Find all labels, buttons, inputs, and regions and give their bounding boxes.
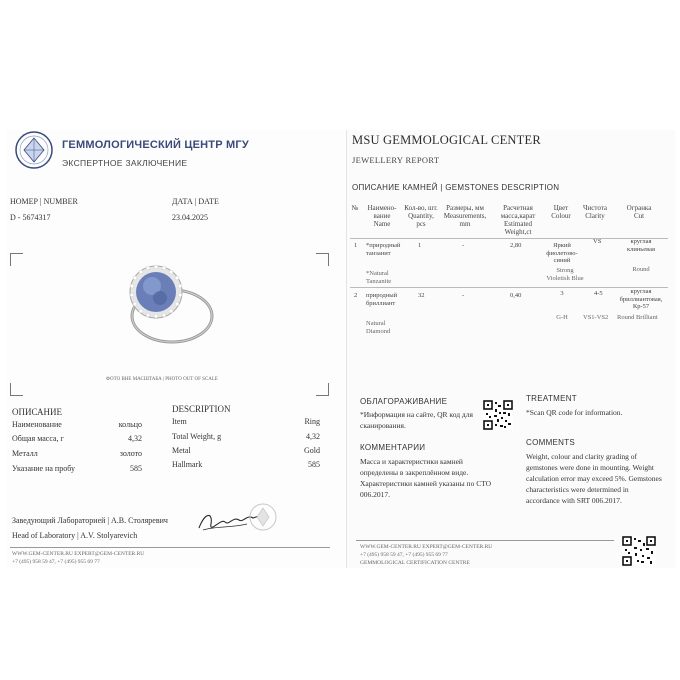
row-weight-en-value: 4,32 — [306, 432, 320, 441]
description-ru-heading: ОПИСАНИЕ — [12, 407, 63, 417]
date-label: ДАТА | DATE — [172, 197, 219, 206]
treatment-text: *Scan QR code for information. — [526, 408, 623, 417]
msu-gem-center-logo — [14, 130, 54, 170]
row-hallmark-en-value: 585 — [308, 460, 320, 469]
row-hallmark-ru-value: 585 — [130, 464, 142, 473]
qr-code-icon[interactable] — [483, 400, 513, 430]
report-type-en: JEWELLERY REPORT — [352, 155, 440, 165]
stone2-weight: 0,40 — [510, 292, 522, 299]
col-name-header: Наимено- вание Name — [367, 204, 397, 228]
stone2-cut-en: Round Brilliant — [617, 314, 658, 321]
treatment-heading: TREATMENT — [526, 394, 577, 403]
photo-frame-corner — [10, 253, 23, 266]
stone1-no: 1 — [354, 242, 358, 249]
head-of-lab-ru: Заведующий Лабораторией | А.В. Столяревич — [12, 516, 168, 525]
comments-en-heading: COMMENTS — [526, 438, 576, 447]
qr-code-icon[interactable] — [622, 536, 656, 566]
col-cut-header: Огранка Cut — [626, 204, 652, 220]
row-weight-ru-label: Общая масса, г — [12, 434, 64, 443]
footer-phone-left: +7 (495) 958 59 47, +7 (495) 955 69 77 — [12, 559, 100, 565]
stone1-measurements: - — [462, 242, 465, 249]
comments-ru-heading: КОММЕНТАРИИ — [360, 443, 426, 452]
stone2-no: 2 — [354, 292, 358, 299]
stone2-measurements: - — [462, 292, 465, 299]
row-weight-en-label: Total Weight, g — [172, 432, 222, 441]
col-clarity-header: Чистота Clarity — [582, 204, 608, 220]
footer-divider — [10, 547, 330, 548]
comments-en-text: Weight, colour and clarity grading of gemstones were done in mounting. Weight calculation error may exceed 5%. Gemstones characteristics were determined in accordance with SRT 006.2017. — [526, 452, 662, 505]
footer-centre-right: GEMMOLOGICAL CERTIFICATION CENTRE — [360, 560, 470, 565]
col-colour-header: Цвет Colour — [551, 204, 571, 220]
stone1-clarity-ru: VS — [593, 238, 602, 245]
stone1-cut-ru: круглая клиньевая — [626, 238, 656, 253]
stone1-colour-en: Strong Violetish Blue — [546, 267, 584, 282]
ring-photo — [120, 258, 220, 353]
col-no-header: № — [351, 204, 359, 212]
row-hallmark-ru-label: Указание на пробу — [12, 464, 75, 473]
row-weight-ru-value: 4,32 — [128, 434, 142, 443]
comments-ru-text: Масса и характеристики камней определены в закреплённом виде. Характеристики камней указаны по СТО 006.2017. — [360, 457, 492, 499]
date-value: 23.04.2025 — [172, 213, 208, 222]
number-label: НОМЕР | NUMBER — [10, 197, 78, 206]
stone1-name-en: *Natural Tanzanite — [366, 270, 392, 285]
stone2-clarity-en: VS1-VS2 — [583, 314, 609, 321]
row-item-en-label: Item — [172, 417, 187, 426]
number-value: D - 5674317 — [10, 213, 51, 222]
photo-frame-corner — [316, 383, 329, 396]
photo-frame-corner — [10, 383, 23, 396]
row-metal-en-value: Gold — [304, 446, 320, 455]
lab-name-en: MSU GEMMOLOGICAL CENTER — [352, 133, 541, 147]
stone1-qty: 1 — [418, 242, 422, 249]
ennoble-heading: ОБЛАГОРАЖИВАНИЕ — [360, 397, 448, 406]
report-type-ru: ЭКСПЕРТНОЕ ЗАКЛЮЧЕНИЕ — [62, 158, 188, 168]
lab-name-ru: ГЕММОЛОГИЧЕСКИЙ ЦЕНТР МГУ — [62, 139, 249, 151]
footer-divider — [356, 540, 614, 541]
photo-caption: ФОТО ВНЕ МАСШТАБА | PHOTO OUT OF SCALE — [106, 377, 218, 382]
col-weight-header: Расчетная масса,карат Estimated Weight,ct — [500, 204, 536, 236]
stone2-clarity-ru: 4-5 — [594, 290, 603, 297]
seal-icon — [248, 502, 278, 532]
footer-phone-right: +7 (495) 958 59 47, +7 (495) 955 69 77 — [360, 552, 448, 558]
stone1-colour-ru: Яркий фиолетово- синий — [546, 242, 578, 264]
stone2-colour-ru: 3 — [560, 290, 564, 297]
row-item-ru-value: кольцо — [118, 420, 142, 429]
stone2-name-en: Natural Diamond — [366, 320, 391, 335]
col-qty-header: Кол-во, шт. Quantity, pcs — [404, 204, 438, 228]
stone1-name-ru: *природный танзанит — [366, 242, 401, 257]
stone2-cut-ru: круглая бриллиантовая, Кр-57 — [619, 288, 663, 310]
row-item-en-value: Ring — [304, 417, 320, 426]
footer-web-left: WWW.GEM-CENTER.RU EXPERT@GEM-CENTER.RU — [12, 551, 145, 557]
stones-heading: ОПИСАНИЕ КАМНЕЙ | GEMSTONES DESCRIPTION — [352, 183, 560, 192]
row-metal-ru-label: Металл — [12, 449, 38, 458]
photo-frame-corner — [316, 253, 329, 266]
stone1-weight: 2,80 — [510, 242, 522, 249]
row-hallmark-en-label: Hallmark — [172, 460, 203, 469]
footer-web-right: WWW.GEM-CENTER.RU EXPERT@GEM-CENTER.RU — [360, 544, 493, 550]
row-item-ru-label: Наименование — [12, 420, 62, 429]
description-en-heading: DESCRIPTION — [172, 404, 231, 414]
row-metal-en-label: Metal — [172, 446, 191, 455]
head-of-lab-en: Head of Laboratory | A.V. Stolyarevich — [12, 531, 138, 540]
ennoble-text: *Информация на сайте, QR код для сканирования. — [360, 410, 473, 430]
row-metal-ru-value: золото — [119, 449, 142, 458]
stone1-cut-en: Round — [632, 266, 650, 273]
stone2-colour-en: G-H — [556, 314, 568, 321]
stone2-qty: 32 — [418, 292, 425, 299]
stone2-name-ru: природный бриллиант — [366, 292, 398, 307]
col-measurements-header: Размеры, мм Measurements, mm — [443, 204, 487, 228]
